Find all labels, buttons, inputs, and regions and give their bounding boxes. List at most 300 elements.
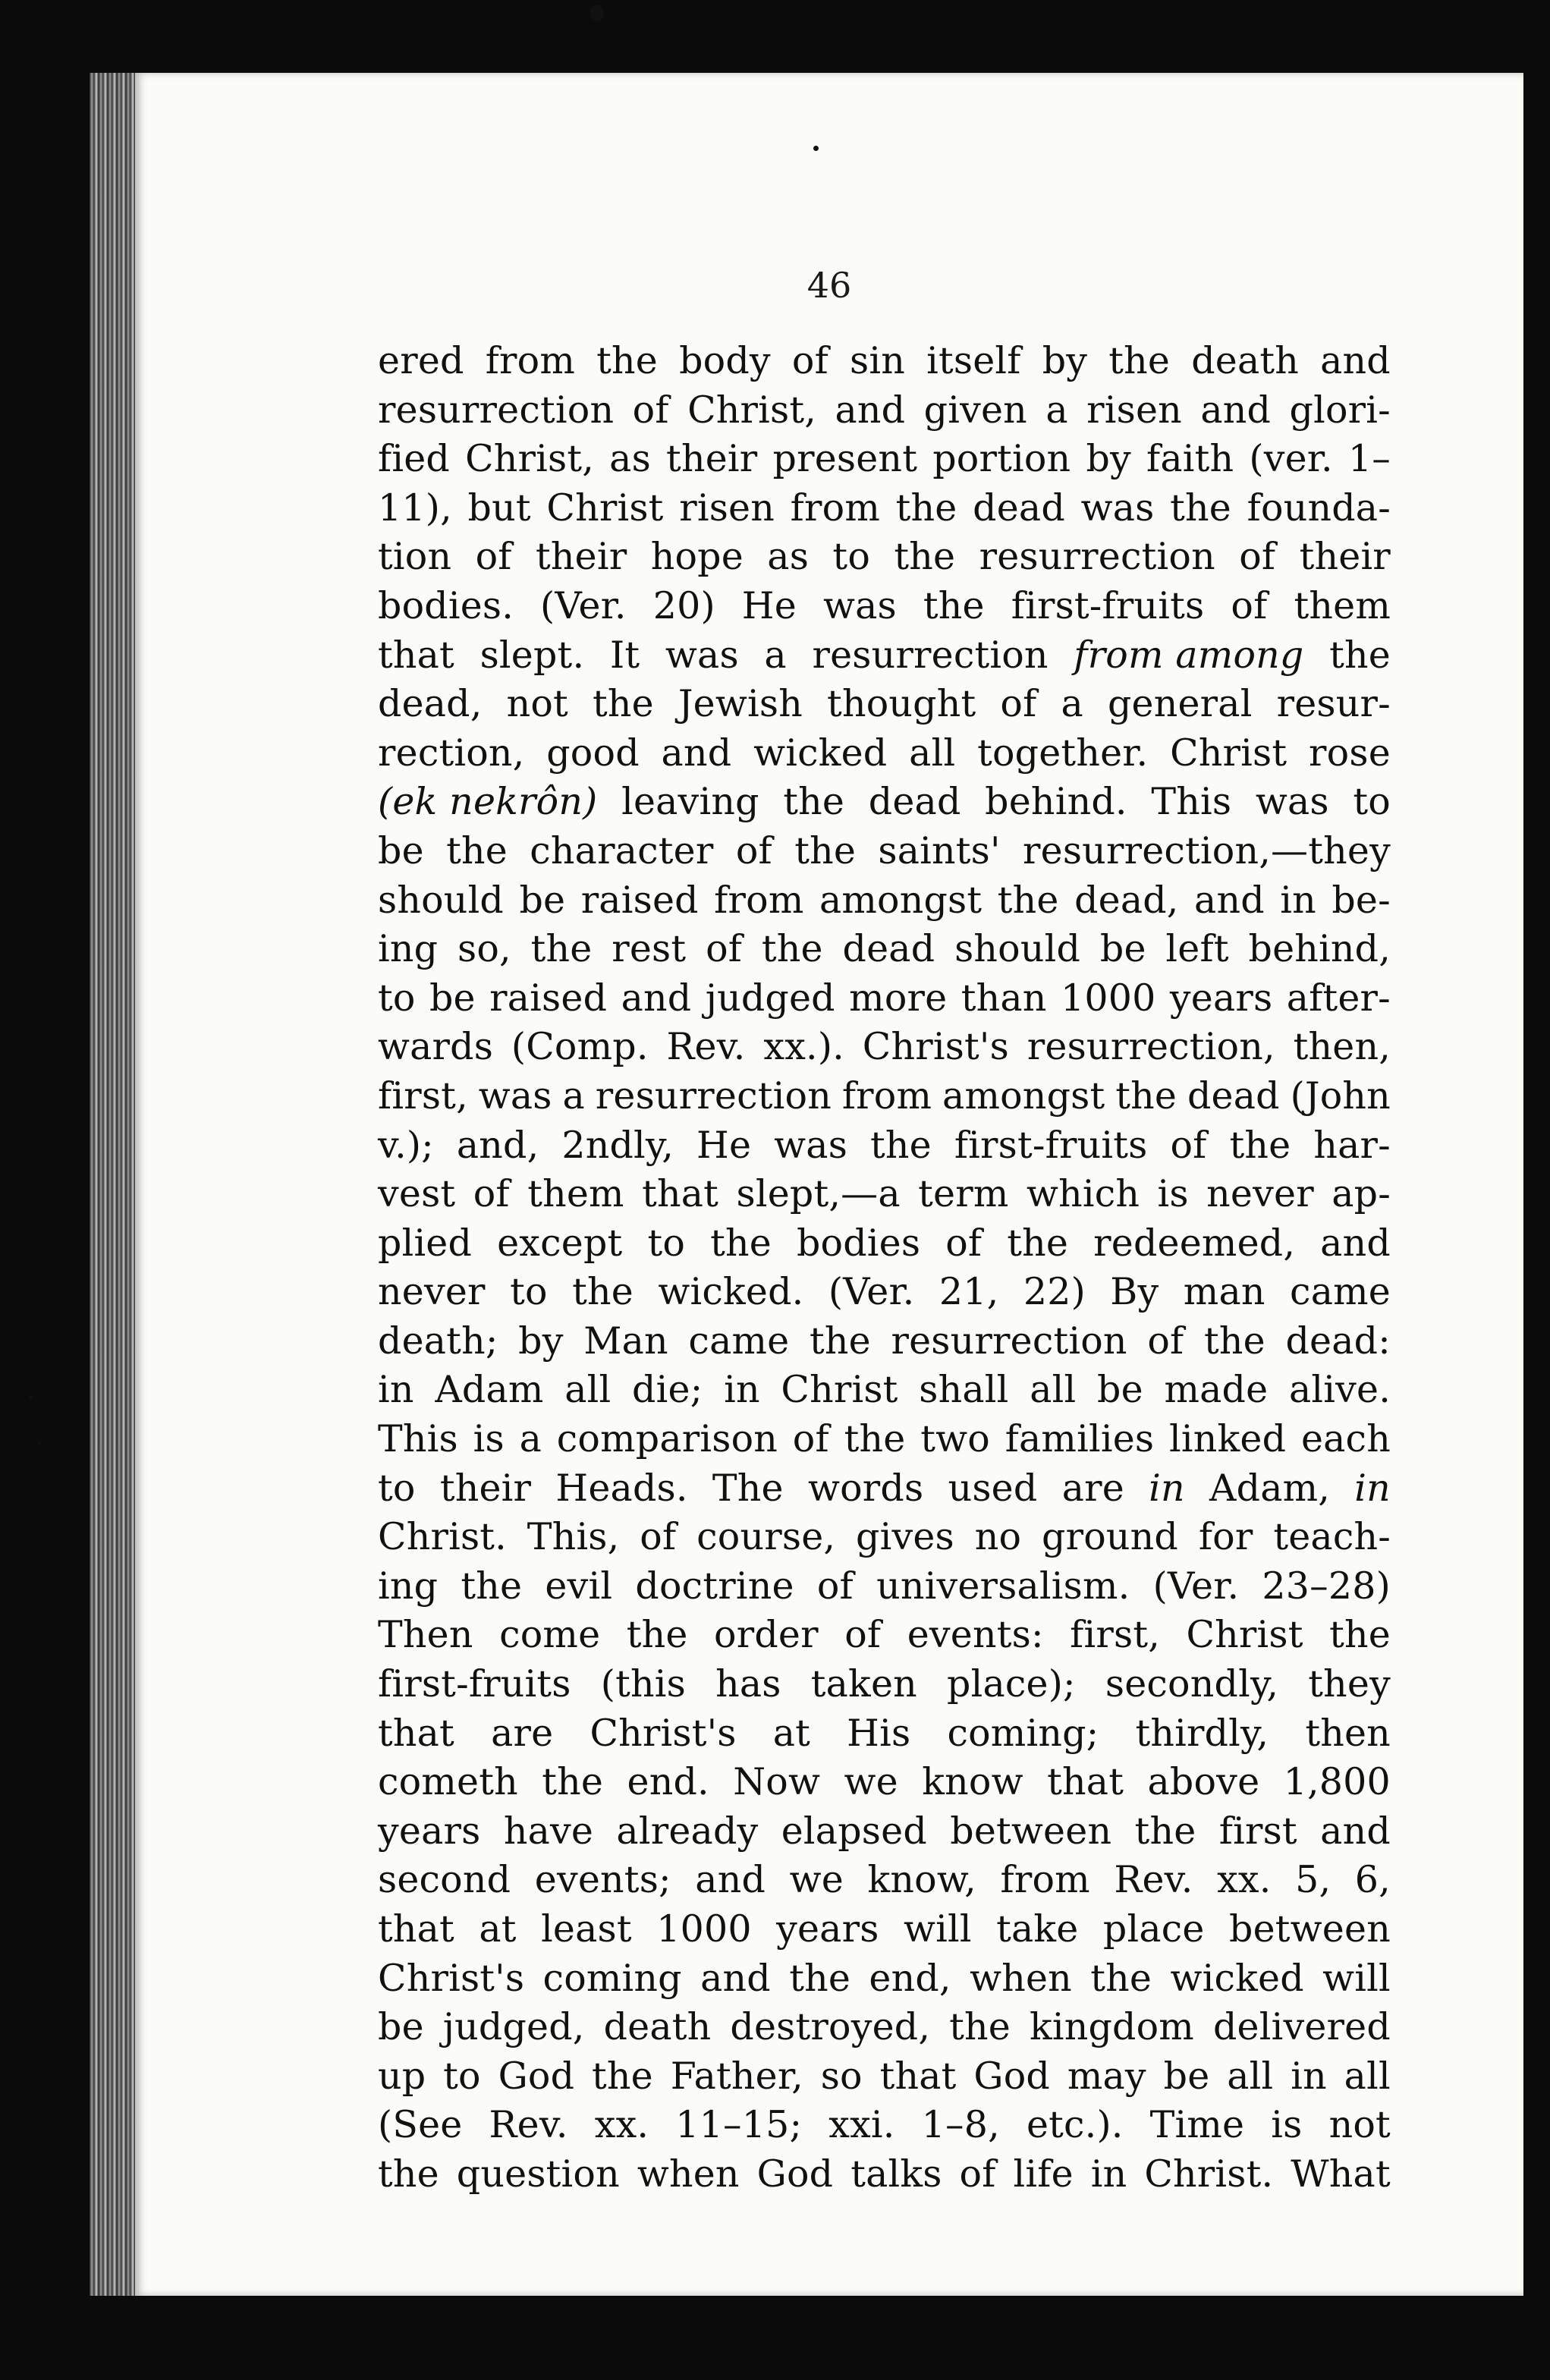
- word: the: [895, 486, 957, 530]
- word: first: [1218, 1809, 1297, 1853]
- word: resurrection: [812, 633, 1049, 677]
- word: Christ,: [465, 437, 595, 481]
- word: doctrine: [635, 1564, 794, 1608]
- word: amongst: [942, 1074, 1105, 1118]
- word: alive.: [1288, 1368, 1391, 1412]
- word: that: [879, 2054, 957, 2098]
- word: death: [1191, 339, 1300, 382]
- word: Father,: [670, 2054, 803, 2098]
- word: in: [1291, 2054, 1327, 2098]
- word: know,: [867, 1858, 976, 1902]
- word: the: [592, 2054, 653, 2098]
- word: for: [1198, 1515, 1253, 1559]
- text-line: [378, 1317, 1391, 1366]
- word: 21,: [938, 1270, 999, 1314]
- word: as: [767, 535, 810, 579]
- word: Christ,: [687, 388, 817, 432]
- word: was: [1080, 486, 1155, 530]
- word: that: [378, 1907, 454, 1951]
- word: of: [792, 1417, 829, 1461]
- word: By: [1110, 1270, 1159, 1314]
- word: from: [841, 1074, 932, 1118]
- text-line: [378, 876, 1391, 926]
- text-line: [378, 778, 1391, 827]
- word: the: [461, 1564, 523, 1608]
- text-line: [378, 827, 1391, 876]
- word: the: [844, 1417, 906, 1461]
- word: (this: [600, 1662, 686, 1706]
- text-line: [378, 1709, 1391, 1759]
- text-line: [378, 1807, 1391, 1857]
- word: die;: [632, 1368, 703, 1412]
- word: of: [706, 927, 743, 971]
- word: xx.: [1217, 1858, 1272, 1902]
- word: the: [1229, 1123, 1291, 1167]
- word: He: [696, 1123, 752, 1167]
- word: that: [642, 1172, 719, 1216]
- word: rose: [1309, 731, 1391, 775]
- word: of: [1239, 535, 1276, 579]
- word: the: [789, 1956, 851, 2000]
- word: more: [849, 976, 948, 1020]
- word: Rev.: [489, 2103, 568, 2147]
- word: founda-: [1247, 486, 1391, 530]
- word: judged: [705, 976, 835, 1020]
- word: all: [564, 1368, 612, 1412]
- word: coming;: [947, 1711, 1099, 1755]
- word: in: [1280, 878, 1316, 922]
- word: amongst: [819, 878, 983, 922]
- word: risen: [1086, 388, 1182, 432]
- word: dead: [868, 780, 961, 824]
- word: to: [378, 1466, 416, 1510]
- text-line: [378, 484, 1391, 533]
- word: the: [1115, 1074, 1177, 1118]
- word: was: [822, 583, 897, 627]
- word: raised: [580, 878, 699, 922]
- word: the: [596, 339, 658, 382]
- word: wicked.: [658, 1270, 804, 1314]
- word: Rev.: [1114, 1858, 1193, 1902]
- word: resurrection,: [1027, 1025, 1275, 1069]
- word: to: [443, 2054, 481, 2098]
- word: all: [1030, 1368, 1077, 1412]
- word: His: [847, 1711, 911, 1755]
- word: redeemed,: [1093, 1221, 1296, 1265]
- word: end,: [869, 1956, 951, 2000]
- word: Christ's: [862, 1025, 1009, 1069]
- word: a: [764, 633, 787, 677]
- word: their: [1299, 535, 1391, 579]
- word: years: [776, 1907, 879, 1951]
- word: resurrection: [891, 1319, 1127, 1363]
- word: at: [772, 1711, 811, 1755]
- word: and,: [456, 1123, 539, 1167]
- text-line: [378, 729, 1391, 778]
- word: then,: [1293, 1025, 1391, 1069]
- word: resurrection,—they: [1023, 828, 1391, 872]
- word: dead:: [1285, 1319, 1391, 1363]
- word: of: [473, 1172, 510, 1216]
- word: first-fruits: [1011, 583, 1205, 627]
- word: a: [1045, 388, 1068, 432]
- text-line: [378, 1464, 1391, 1514]
- word: the: [530, 927, 593, 971]
- word: of: [1147, 1319, 1184, 1363]
- text-line: [378, 2101, 1391, 2150]
- word: risen: [679, 486, 775, 530]
- word: destroyed,: [730, 2005, 931, 2049]
- word: death;: [378, 1319, 498, 1363]
- word: of: [959, 2152, 996, 2196]
- word: be-: [1331, 878, 1391, 922]
- word: the: [1203, 1319, 1265, 1363]
- word: least: [541, 1907, 632, 1951]
- word: to: [378, 976, 416, 1020]
- word: elapsed: [781, 1809, 927, 1853]
- word: Christ's: [590, 1711, 737, 1755]
- word: in: [1090, 2152, 1127, 2196]
- word: wicked: [1170, 1956, 1304, 2000]
- word: (John: [1290, 1074, 1391, 1118]
- word: dead: [1187, 1074, 1280, 1118]
- word: the: [923, 583, 985, 627]
- word: of: [945, 1221, 983, 1265]
- word: that: [1047, 1760, 1124, 1804]
- word: term: [918, 1172, 1009, 1216]
- word: of: [844, 1613, 882, 1657]
- text-line: [378, 2003, 1391, 2052]
- word: and: [1320, 1221, 1391, 1265]
- word: except: [497, 1221, 623, 1265]
- word: and: [1194, 878, 1265, 922]
- word: the: [626, 1613, 688, 1657]
- word: of: [1170, 1123, 1207, 1167]
- text-line: [378, 1611, 1391, 1660]
- word: may: [1067, 2054, 1146, 2098]
- word: life: [1013, 2152, 1074, 2196]
- word: 2ndly,: [561, 1123, 674, 1167]
- book-page-edges: [90, 73, 135, 2296]
- word: hope: [650, 535, 744, 579]
- text-line: [378, 1170, 1391, 1219]
- word: be: [429, 976, 476, 1020]
- word: (ek nekrôn): [378, 780, 598, 824]
- word: rection,: [378, 731, 525, 775]
- word: 20): [652, 583, 715, 627]
- text-line: [378, 1513, 1391, 1562]
- text-line: [378, 1758, 1391, 1807]
- word: death: [603, 2005, 712, 2049]
- word: made: [1164, 1368, 1269, 1412]
- word: etc.).: [1026, 2103, 1124, 2147]
- word: to: [832, 535, 871, 579]
- word: place: [1102, 1907, 1205, 1951]
- word: ground: [1042, 1515, 1178, 1559]
- word: wards: [378, 1025, 494, 1069]
- word: fied: [378, 437, 450, 481]
- word: from: [790, 486, 880, 530]
- word: first-fruits: [954, 1123, 1148, 1167]
- word: was: [478, 1074, 552, 1118]
- word: 22): [1023, 1270, 1086, 1314]
- word: was: [1255, 780, 1329, 824]
- text-line: [378, 925, 1391, 974]
- word: Christ.: [378, 1515, 507, 1559]
- word: years: [378, 1809, 481, 1853]
- word: order: [714, 1613, 819, 1657]
- word: character: [530, 828, 714, 872]
- word: of: [640, 1515, 677, 1559]
- word: leaving: [621, 780, 759, 824]
- word: kingdom: [1029, 2005, 1194, 2049]
- word: two: [920, 1417, 990, 1461]
- word: the: [761, 927, 823, 971]
- word: when: [970, 1956, 1072, 2000]
- word: their: [439, 1466, 532, 1510]
- word: is: [473, 1417, 505, 1461]
- word: resurrection: [378, 388, 615, 432]
- word: faith: [1146, 437, 1234, 481]
- word: the: [1329, 633, 1391, 677]
- word: in: [1149, 1466, 1185, 1510]
- word: Christ: [781, 1368, 898, 1412]
- word: be: [378, 2005, 424, 2049]
- word: the: [1007, 1221, 1069, 1265]
- word: when: [637, 2152, 740, 2196]
- word: Christ: [546, 486, 664, 530]
- text-line: [378, 2150, 1391, 2199]
- word: Christ: [1186, 1613, 1303, 1657]
- word: the: [870, 1123, 932, 1167]
- word: which: [1026, 1172, 1140, 1216]
- word: years: [1169, 976, 1273, 1020]
- word: are: [1061, 1466, 1124, 1510]
- word: cometh: [378, 1760, 518, 1804]
- word: the: [809, 1319, 871, 1363]
- word: come: [499, 1613, 601, 1657]
- word: a: [519, 1417, 542, 1461]
- word: the: [949, 2005, 1011, 2049]
- word: It: [609, 633, 640, 677]
- word: resurrection: [979, 535, 1215, 579]
- word: never: [378, 1270, 486, 1314]
- word: above: [1147, 1760, 1260, 1804]
- word: the: [997, 878, 1059, 922]
- word: families: [1005, 1417, 1155, 1461]
- word: events:: [907, 1613, 1044, 1657]
- word: saints': [878, 828, 1001, 872]
- text-line: [378, 1023, 1391, 1072]
- word: judged,: [442, 2005, 585, 2049]
- word: universalism.: [876, 1564, 1130, 1608]
- word: than: [960, 976, 1047, 1020]
- word: What: [1291, 2152, 1391, 2196]
- page-number: 46: [806, 265, 852, 306]
- word: and: [661, 731, 732, 775]
- word: of: [735, 828, 772, 872]
- word: sin: [850, 339, 905, 382]
- word: never: [1206, 1172, 1314, 1216]
- word: their: [666, 437, 758, 481]
- word: good: [546, 731, 640, 775]
- word: was: [774, 1123, 848, 1167]
- word: is: [1157, 1172, 1189, 1216]
- word: general: [1107, 682, 1253, 726]
- word: that: [378, 633, 454, 677]
- word: left: [1165, 927, 1229, 971]
- word: by: [518, 1319, 564, 1363]
- word: xx.).: [763, 1025, 844, 1069]
- word: dead,: [378, 682, 483, 726]
- text-line: [378, 386, 1391, 435]
- word: of: [791, 339, 828, 382]
- word: came: [688, 1319, 790, 1363]
- word: Then: [378, 1613, 473, 1657]
- word: wicked: [753, 731, 888, 775]
- word: Adam: [435, 1368, 544, 1412]
- word: from: [714, 878, 804, 922]
- word: should: [378, 878, 505, 922]
- word: thirdly,: [1135, 1711, 1269, 1755]
- word: evil: [545, 1564, 613, 1608]
- scan-speck: [813, 146, 819, 151]
- word: (ver.: [1249, 437, 1333, 481]
- word: Rev.: [666, 1025, 746, 1069]
- word: slept.: [479, 633, 585, 677]
- word: words: [807, 1466, 924, 1510]
- text-line: [378, 582, 1391, 631]
- text-line: [378, 1905, 1391, 1954]
- word: of: [816, 1564, 854, 1608]
- word: them: [527, 1172, 624, 1216]
- word: 11–15;: [675, 2103, 803, 2147]
- scan-speck: [29, 1396, 33, 1400]
- word: so: [820, 2054, 863, 2098]
- word: the: [572, 1270, 634, 1314]
- word: course,: [696, 1515, 836, 1559]
- word: God: [498, 2054, 575, 2098]
- word: bodies: [796, 1221, 921, 1265]
- word: will: [1322, 1956, 1391, 2000]
- text-line: [378, 1121, 1391, 1171]
- text-line: [378, 1856, 1391, 1905]
- word: and: [1320, 1809, 1391, 1853]
- text-line: [378, 1268, 1391, 1317]
- word: together.: [977, 731, 1149, 775]
- word: as: [609, 437, 651, 481]
- text-line: [378, 631, 1391, 681]
- word: v.);: [378, 1123, 434, 1167]
- word: resur-: [1276, 682, 1391, 726]
- word: (Ver.: [1152, 1564, 1240, 1608]
- body-text: [378, 337, 1391, 2199]
- word: from: [1000, 1858, 1090, 1902]
- word: to: [510, 1270, 548, 1314]
- word: ing: [378, 1564, 439, 1608]
- word: first,: [378, 1074, 468, 1118]
- word: talks: [850, 2152, 942, 2196]
- word: but: [467, 486, 531, 530]
- word: shall: [919, 1368, 1009, 1412]
- word: and: [695, 1858, 766, 1902]
- word: bodies.: [378, 583, 514, 627]
- word: the: [378, 2152, 439, 2196]
- word: present: [772, 437, 918, 481]
- word: body: [679, 339, 771, 382]
- word: slept,—a: [736, 1172, 901, 1216]
- word: all: [1344, 2054, 1391, 2098]
- word: teach-: [1273, 1515, 1391, 1559]
- word: Jewish: [678, 682, 803, 726]
- word: so,: [457, 927, 511, 971]
- word: second: [378, 1858, 511, 1902]
- word: tion: [378, 535, 452, 579]
- word: Man: [583, 1319, 668, 1363]
- word: xxi.: [828, 2103, 895, 2147]
- word: first-fruits: [378, 1662, 571, 1706]
- word: of: [1000, 682, 1037, 726]
- word: 1000: [1060, 976, 1156, 1020]
- book-page: [135, 73, 1523, 2296]
- word: already: [616, 1809, 759, 1853]
- word: from among: [1074, 633, 1304, 677]
- word: of: [632, 388, 669, 432]
- text-line: [378, 1660, 1391, 1709]
- word: and: [1320, 339, 1391, 382]
- word: the: [783, 780, 845, 824]
- word: the: [592, 682, 654, 726]
- word: of: [475, 535, 512, 579]
- word: man: [1183, 1270, 1265, 1314]
- word: the: [1090, 1956, 1152, 2000]
- word: (Ver.: [540, 583, 627, 627]
- word: Christ.: [1144, 2152, 1274, 2196]
- word: and: [700, 1956, 771, 2000]
- text-line: [378, 974, 1391, 1023]
- word: given: [923, 388, 1027, 432]
- word: and: [1200, 388, 1272, 432]
- word: in: [1354, 1466, 1391, 1510]
- word: in: [724, 1368, 760, 1412]
- word: God: [756, 2152, 834, 2196]
- word: behind.: [985, 780, 1127, 824]
- word: taken: [810, 1662, 917, 1706]
- word: the: [794, 828, 857, 872]
- text-line: [378, 435, 1391, 484]
- word: we: [789, 1858, 844, 1902]
- word: This: [378, 1417, 458, 1461]
- word: events;: [534, 1858, 671, 1902]
- word: and: [835, 388, 906, 432]
- word: all: [909, 731, 956, 775]
- word: portion: [932, 437, 1071, 481]
- word: rest: [612, 927, 687, 971]
- text-line: [378, 1219, 1391, 1269]
- word: was: [665, 633, 739, 677]
- word: has: [715, 1662, 781, 1706]
- word: This,: [527, 1515, 620, 1559]
- word: the: [710, 1221, 772, 1265]
- word: be: [1163, 2054, 1210, 2098]
- word: first,: [1070, 1613, 1160, 1657]
- word: plied: [378, 1221, 473, 1265]
- word: 1–: [1347, 437, 1391, 481]
- word: by: [1042, 339, 1088, 382]
- scan-speck: [590, 5, 604, 21]
- word: dead: [842, 927, 935, 971]
- text-line: [378, 1954, 1391, 2004]
